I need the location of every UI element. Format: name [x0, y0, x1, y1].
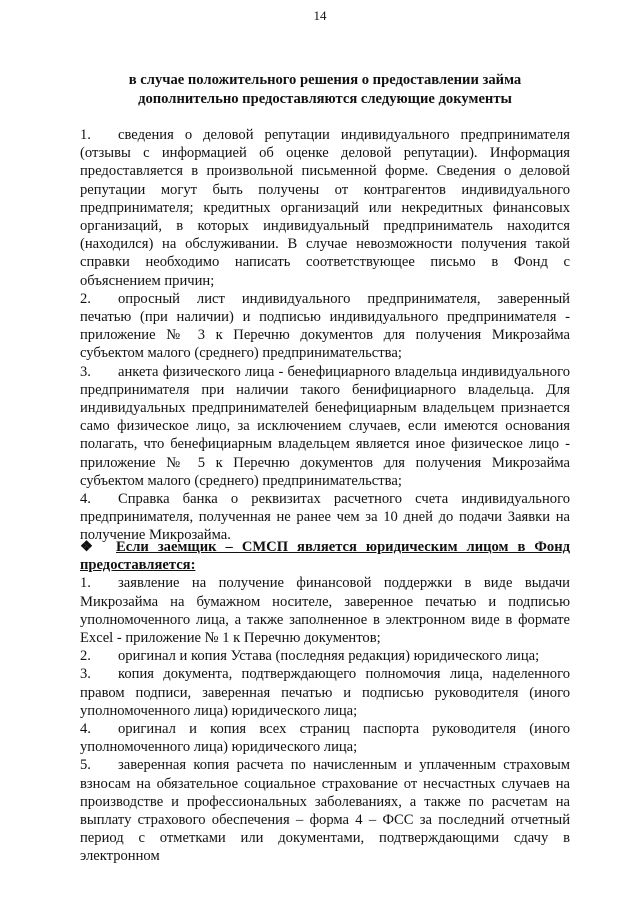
list-item: 4. Справка банка о реквизитах расчетного счета индивидуального предпринимателя, полученная не ранее чем за 10 дней до подачи Заявки на получение Микрозайма. [80, 491, 570, 544]
list-item: 3. копия документа, подтверждающего полномочия лица, наделенного правом подписи, заверенная печатью и подписью руководителя (иного уполномоченного лица) юридического лица; [80, 666, 570, 719]
section-title: ❖ Если заемщик – СМСП является юридическим лицом в Фонд предоставляется: [80, 539, 570, 574]
section-legal-entity [80, 538, 570, 866]
list-item: 5. заверенная копия расчета по начисленным и уплаченным страховым взносам на обязательное социальное страхование от несчастных случаев на производстве и профессиональных заболеваниях, а также по расчетам на выплату страхового обеспечения – форма 4 – ФСС за последний отчетный период с отметками или документами, подтверждающими сдачу в электронном [80, 757, 570, 865]
list-item: 4. оригинал и копия всех страниц паспорта руководителя (иного уполномоченного лица) юридического лица; [80, 721, 570, 756]
list-item: 1. заявление на получение финансовой поддержки в виде выдачи Микрозайма на бумажном носителе, заверенное печатью и подписью уполномоченного лица, а также заполненное в электронном виде в формате Excel - приложение № 1 к Перечню документов; [80, 575, 570, 647]
diamond-bullet-icon: ❖ [80, 539, 94, 555]
heading-line-2: дополнительно предоставляются следующие документы [138, 91, 512, 107]
page-heading [80, 71, 570, 109]
list-item: 1. сведения о деловой репутации индивидуального предпринимателя (отзывы с информацией об оценке деловой репутации). Информация предоставляется в произвольной письменной форме. Сведения о деловой репутации могут быть получены от контрагентов индивидуального предпринимателя; кредитных организаций или некредитных финансовых организаций, в которых индивидуальный предприниматель находится (находился) на обслуживании. В случае невозможности получения такой справки необходимо написать соответствующее письмо в Фонд с объяснением причин; [80, 127, 570, 289]
list-ip-additional-docs [80, 126, 570, 545]
heading-line-1: в случае положительного решения о предоставлении займа [128, 72, 522, 88]
list-item: 3. анкета физического лица - бенефициарного владельца индивидуального предпринимателя при наличии такого бенифициарного владельца. Для индивидуальных предпринимателей бенефициарным владельцем признается само физическое лицо, за исключением случаев, если имеются основания полагать, что бенефициарным владельцем является иное физическое лицо - приложение № 5 к Перечню документов для получения Микрозайма субъектом малого (среднего) предпринимательства; [80, 363, 570, 489]
list-item: 2. оригинал и копия Устава (последняя редакция) юридического лица; [80, 648, 540, 665]
page-number: 14 [313, 8, 327, 23]
list-item: 2. опросный лист индивидуального предпринимателя, заверенный печатью (при наличии) и подписью индивидуального предпринимателя - приложение № 3 к Перечню документов для получения Микрозайма субъектом малого (среднего) предпринимательства; [80, 290, 570, 362]
